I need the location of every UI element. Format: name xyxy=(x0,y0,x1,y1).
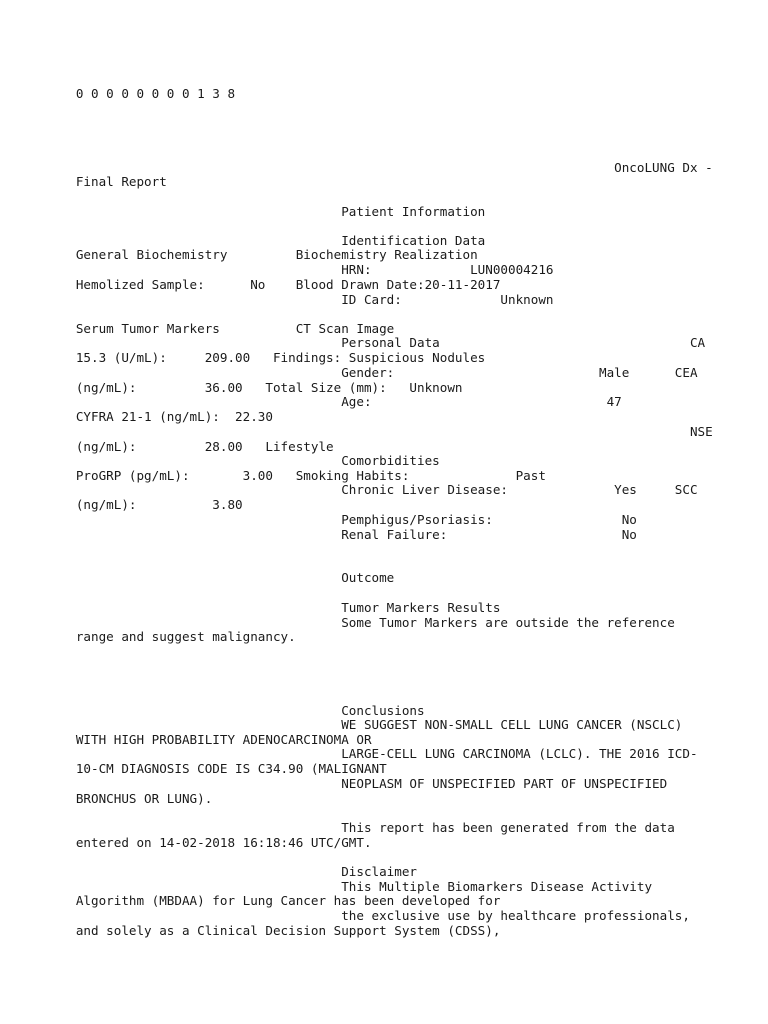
generation-note: entered on 14-02-2018 16:18:46 UTC/GMT. xyxy=(0,835,372,850)
report-line: Hemolized Sample: No Blood Drawn Date:20-11-2017 xyxy=(0,277,501,292)
outcome-text: range and suggest malignancy. xyxy=(0,629,296,644)
conclusion-text: BRONCHUS OR LUNG). xyxy=(0,791,213,806)
disclaimer-text: Algorithm (MBDAA) for Lung Cancer has been developed for xyxy=(0,893,501,908)
conclusion-text: WE SUGGEST NON-SMALL CELL LUNG CANCER (NSCLC) xyxy=(0,717,683,732)
report-line: 15.3 (U/mL): 209.00 Findings: Suspicious Nodules xyxy=(0,350,486,365)
section-heading-outcome: Outcome xyxy=(0,570,395,585)
conclusion-text: LARGE-CELL LUNG CARCINOMA (LCLC). THE 2016 ICD- xyxy=(0,746,698,761)
disclaimer-text: and solely as a Clinical Decision Support System (CDSS), xyxy=(0,923,501,938)
conclusion-text: WITH HIGH PROBABILITY ADENOCARCINOMA OR xyxy=(0,732,372,747)
report-line: (ng/mL): 3.80 xyxy=(0,497,243,512)
report-line: HRN: LUN00004216 xyxy=(0,262,554,277)
report-line: (ng/mL): 36.00 Total Size (mm): Unknown xyxy=(0,380,463,395)
report-line: Personal Data CA xyxy=(0,335,706,350)
report-line: Serum Tumor Markers CT Scan Image xyxy=(0,321,395,336)
generation-note: This report has been generated from the data xyxy=(0,820,675,835)
report-line: Age: 47 xyxy=(0,394,622,409)
disclaimer-text: the exclusive use by healthcare professionals, xyxy=(0,908,690,923)
report-line: Pemphigus/Psoriasis: No xyxy=(0,512,637,527)
outcome-text: Some Tumor Markers are outside the reference xyxy=(0,615,675,630)
report-line: CYFRA 21-1 (ng/mL): 22.30 xyxy=(0,409,273,424)
disclaimer-text: This Multiple Biomarkers Disease Activity xyxy=(0,879,653,894)
section-heading-disclaimer: Disclaimer xyxy=(0,864,418,879)
section-heading-tumor-markers-results: Tumor Markers Results xyxy=(0,600,501,615)
report-line: Renal Failure: No xyxy=(0,527,637,542)
report-line: General Biochemistry Biochemistry Realization xyxy=(0,247,478,262)
section-heading-conclusions: Conclusions xyxy=(0,703,425,718)
report-line: NSE xyxy=(0,424,713,439)
document-id-number: 0 0 0 0 0 0 0 0 1 3 8 xyxy=(0,86,236,101)
report-title-line: Final Report xyxy=(0,174,167,189)
section-heading-identification-data: Identification Data xyxy=(0,233,486,248)
report-line: (ng/mL): 28.00 Lifestyle xyxy=(0,439,334,454)
section-heading-patient-information: Patient Information xyxy=(0,204,486,219)
report-title-line: OncoLUNG Dx - xyxy=(0,160,713,175)
report-line: ID Card: Unknown xyxy=(0,292,554,307)
section-heading-comorbidities: Comorbidities xyxy=(0,453,440,468)
conclusion-text: NEOPLASM OF UNSPECIFIED PART OF UNSPECIFIED xyxy=(0,776,668,791)
conclusion-text: 10-CM DIAGNOSIS CODE IS C34.90 (MALIGNANT xyxy=(0,761,387,776)
report-line: ProGRP (pg/mL): 3.00 Smoking Habits: Past xyxy=(0,468,546,483)
report-line: Chronic Liver Disease: Yes SCC xyxy=(0,482,698,497)
report-line: Gender: Male CEA xyxy=(0,365,698,380)
